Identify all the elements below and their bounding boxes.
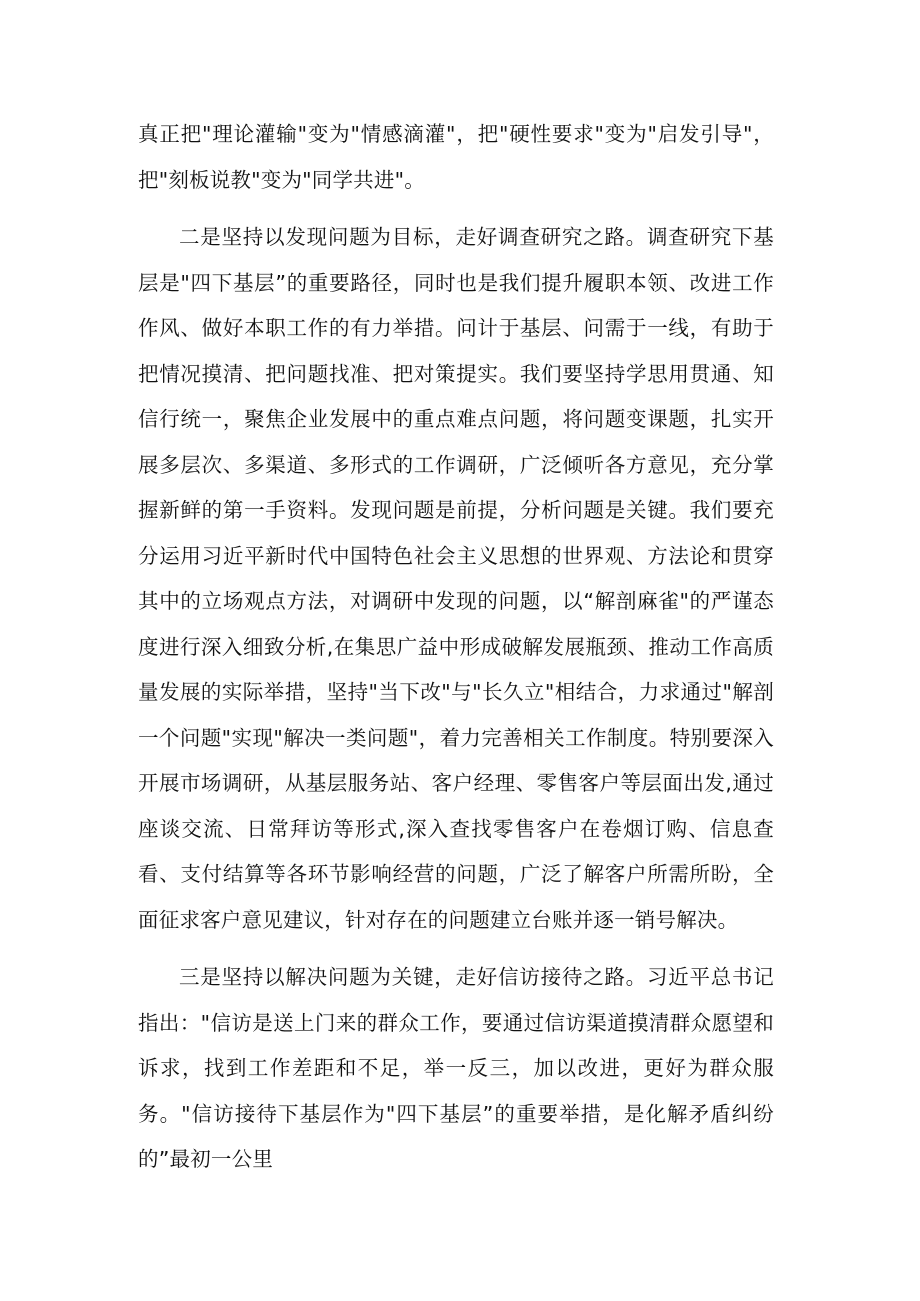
paragraph-2: 二是坚持以发现问题为目标，走好调查研究之路。调查研究下基层是"四下基层”的重要路径，同时也是我们提升履职本领、改进工作作风、做好本职工作的有力举措。问计于基层、问需于一线，有助于把情况摸清、把问题找准、把对策提实。我们要坚持学思用贯通、知信行统一，聚焦企业发展中的重点难点问题，将问题变课题，扎实开展多层次、多渠道、多形式的工作调研，广泛倾听各方意见，充分掌握新鲜的第一手资料。发现问题是前提，分析问题是关键。我们要充分运用习近平新时代中国特色社会主义思想的世界观、方法论和贯穿其中的立场观点方法，对调研中发现的问题，以“解剖麻雀"的严谨态度进行深入细致分析,在集思广益中形成破解发展瓶颈、推动工作高质量发展的实际举措，坚持"当下改"与"长久立"相结合，力求通过"解剖一个问题"实现"解决一类问题"，着力完善相关工作制度。特别要深入开展市场调研，从基层服务站、客户经理、零售客户等层面出发,通过座谈交流、日常拜访等形式,深入查找零售客户在卷烟订购、信息查看、支付结算等各环节影响经营的问题，广泛了解客户所需所盼，全面征求客户意见建议，针对存在的问题建立台账并逐一销号解决。 (138, 225, 774, 932)
document-page (138, 112, 774, 1195)
paragraph-3: 三是坚持以解决问题为关键，走好信访接待之路。习近平总书记指出："信访是送上门来的群众工作，要通过信访渠道摸清群众愿望和诉求，找到工作差距和不足，举一反三，加以改进，更好为群众服务。"信访接待下基层作为"四下基层”的重要举措，是化解矛盾纠纷的”最初一公里 (138, 965, 774, 1171)
paragraph-1: 真正把"理论灌输"变为"情感滴灌"，把"硬性要求"变为"启发引导"，把"刻板说教"变为"同学共进"。 (138, 122, 774, 192)
